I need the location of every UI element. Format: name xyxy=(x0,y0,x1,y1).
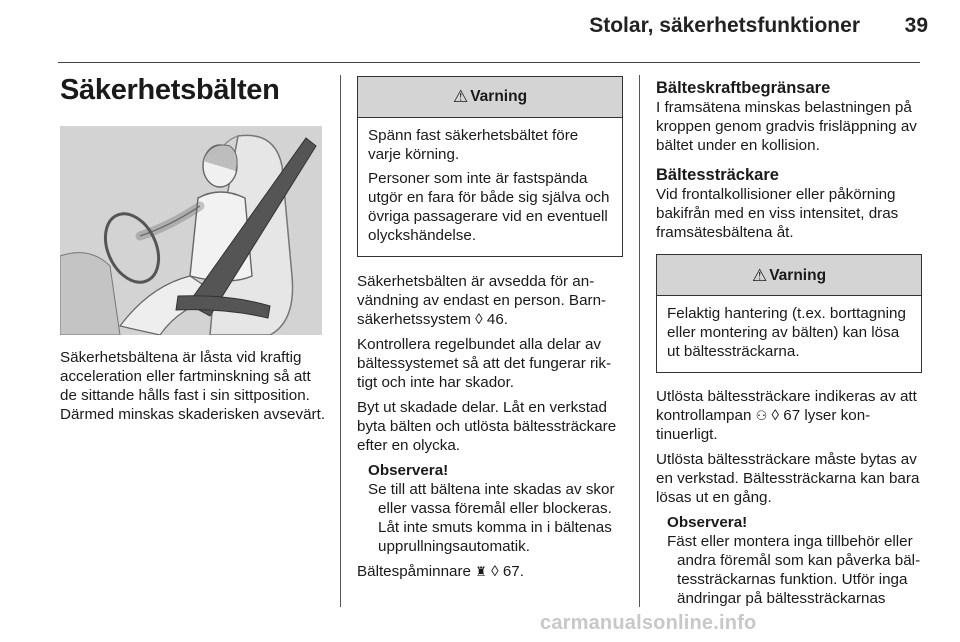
reminder-label: Bältespåminnare xyxy=(357,563,471,580)
warning-box xyxy=(656,254,922,373)
warning-body xyxy=(657,296,921,372)
column-divider xyxy=(639,75,640,607)
header-rule xyxy=(58,62,920,63)
note-rest: eller vassa föremål eller blockeras. Låt inte smuts komma in i bältenas upprullningsautomatik. xyxy=(378,500,612,555)
paragraph: Säkerhetsbälten är avsedda för användning av endast en person. Barnsäkerhetssystem ◊ 46. xyxy=(357,273,607,328)
warning-triangle-icon: ⚠ xyxy=(452,87,469,106)
note-rest: andra föremål som kan påverka bältessträckarnas funktion. Utför inga ändringar på bältessträckarnas xyxy=(677,552,921,607)
section-title: Säkerhetsbälten xyxy=(60,74,280,106)
warning-text: Felaktig hantering (t.ex. borttagning eller montering av bälten) kan lösa ut bältessträckarna. xyxy=(667,305,906,360)
warning-body xyxy=(358,118,622,256)
note-first-line: Fäst eller montera inga tillbehör eller xyxy=(667,533,913,550)
column-divider xyxy=(340,75,341,607)
seatbelt-illustration xyxy=(60,126,322,335)
note-block xyxy=(357,461,623,556)
warning-text: Personer som inte är fastspända utgör en fara för både sig själva och övriga passagerare vid en eventuell olyckshändelse. xyxy=(368,170,610,244)
paragraph: Utlösta bältessträckare måste bytas av en verkstad. Bältessträckarna kan bara lösas ut en gång. xyxy=(656,451,920,506)
warning-title: Varning xyxy=(769,266,827,284)
column-2 xyxy=(357,76,623,587)
column-3 xyxy=(656,78,922,614)
text-run: Utlösta bältessträckare indikeras av att kontrollampan xyxy=(656,388,917,424)
reminder-ref: ◊ 67. xyxy=(491,563,524,580)
warning-text: Spänn fast säkerhetsbältet före varje körning. xyxy=(368,127,579,163)
paragraph: Vid frontalkollisioner eller påkörning bakifrån med en viss intensitet, dras framsätesbältena åt. xyxy=(656,186,899,241)
warning-header xyxy=(358,77,622,118)
warning-triangle-icon: ⚠ xyxy=(751,265,768,285)
running-header: Stolar, säkerhetsfunktioner xyxy=(589,14,860,37)
seatbelt-drawing xyxy=(60,126,322,335)
seatbelt-intro-paragraph: Säkerhetsbältena är låsta vid kraftig acceleration eller fartminskning så att de sittande hålls fast i sin sittposition. Därmed minskas skaderisken avsevärt. xyxy=(60,349,326,423)
warning-header xyxy=(657,255,921,296)
watermark: carmanualsonline.info xyxy=(540,612,757,634)
text-run: ◊ 67 lyser kontinuerligt. xyxy=(656,407,871,443)
paragraph: Kontrollera regelbundet alla delar av bältessystemet så att det fungerar riktigt och inte har skador. xyxy=(357,336,612,391)
paragraph: Byt ut skadade delar. Låt en verkstad byta bälten och utlösta bältessträckare efter en olycka. xyxy=(357,399,617,454)
warning-box xyxy=(357,76,623,257)
belt-reminder-line xyxy=(357,562,623,581)
note-body xyxy=(368,480,623,556)
page-number: 39 xyxy=(904,14,928,37)
note-title: Observera! xyxy=(667,514,748,531)
note-title: Observera! xyxy=(368,462,449,479)
subheading: Bälteskraftbegränsare xyxy=(656,79,831,97)
note-body xyxy=(667,532,922,608)
note-block xyxy=(656,513,922,608)
warning-title: Varning xyxy=(470,88,528,105)
pretensioner-indicator-paragraph xyxy=(656,387,922,444)
subheading: Bältessträckare xyxy=(656,166,779,184)
airbag-warning-lamp-icon: ⚇ xyxy=(755,408,768,423)
belt-reminder-icon: ♜ xyxy=(475,564,487,579)
note-first-line: Se till att bältena inte skadas av skor xyxy=(368,481,615,498)
paragraph: I framsätena minskas belastningen på kroppen genom gradvis frisläppning av bältet under en kollision. xyxy=(656,99,917,154)
